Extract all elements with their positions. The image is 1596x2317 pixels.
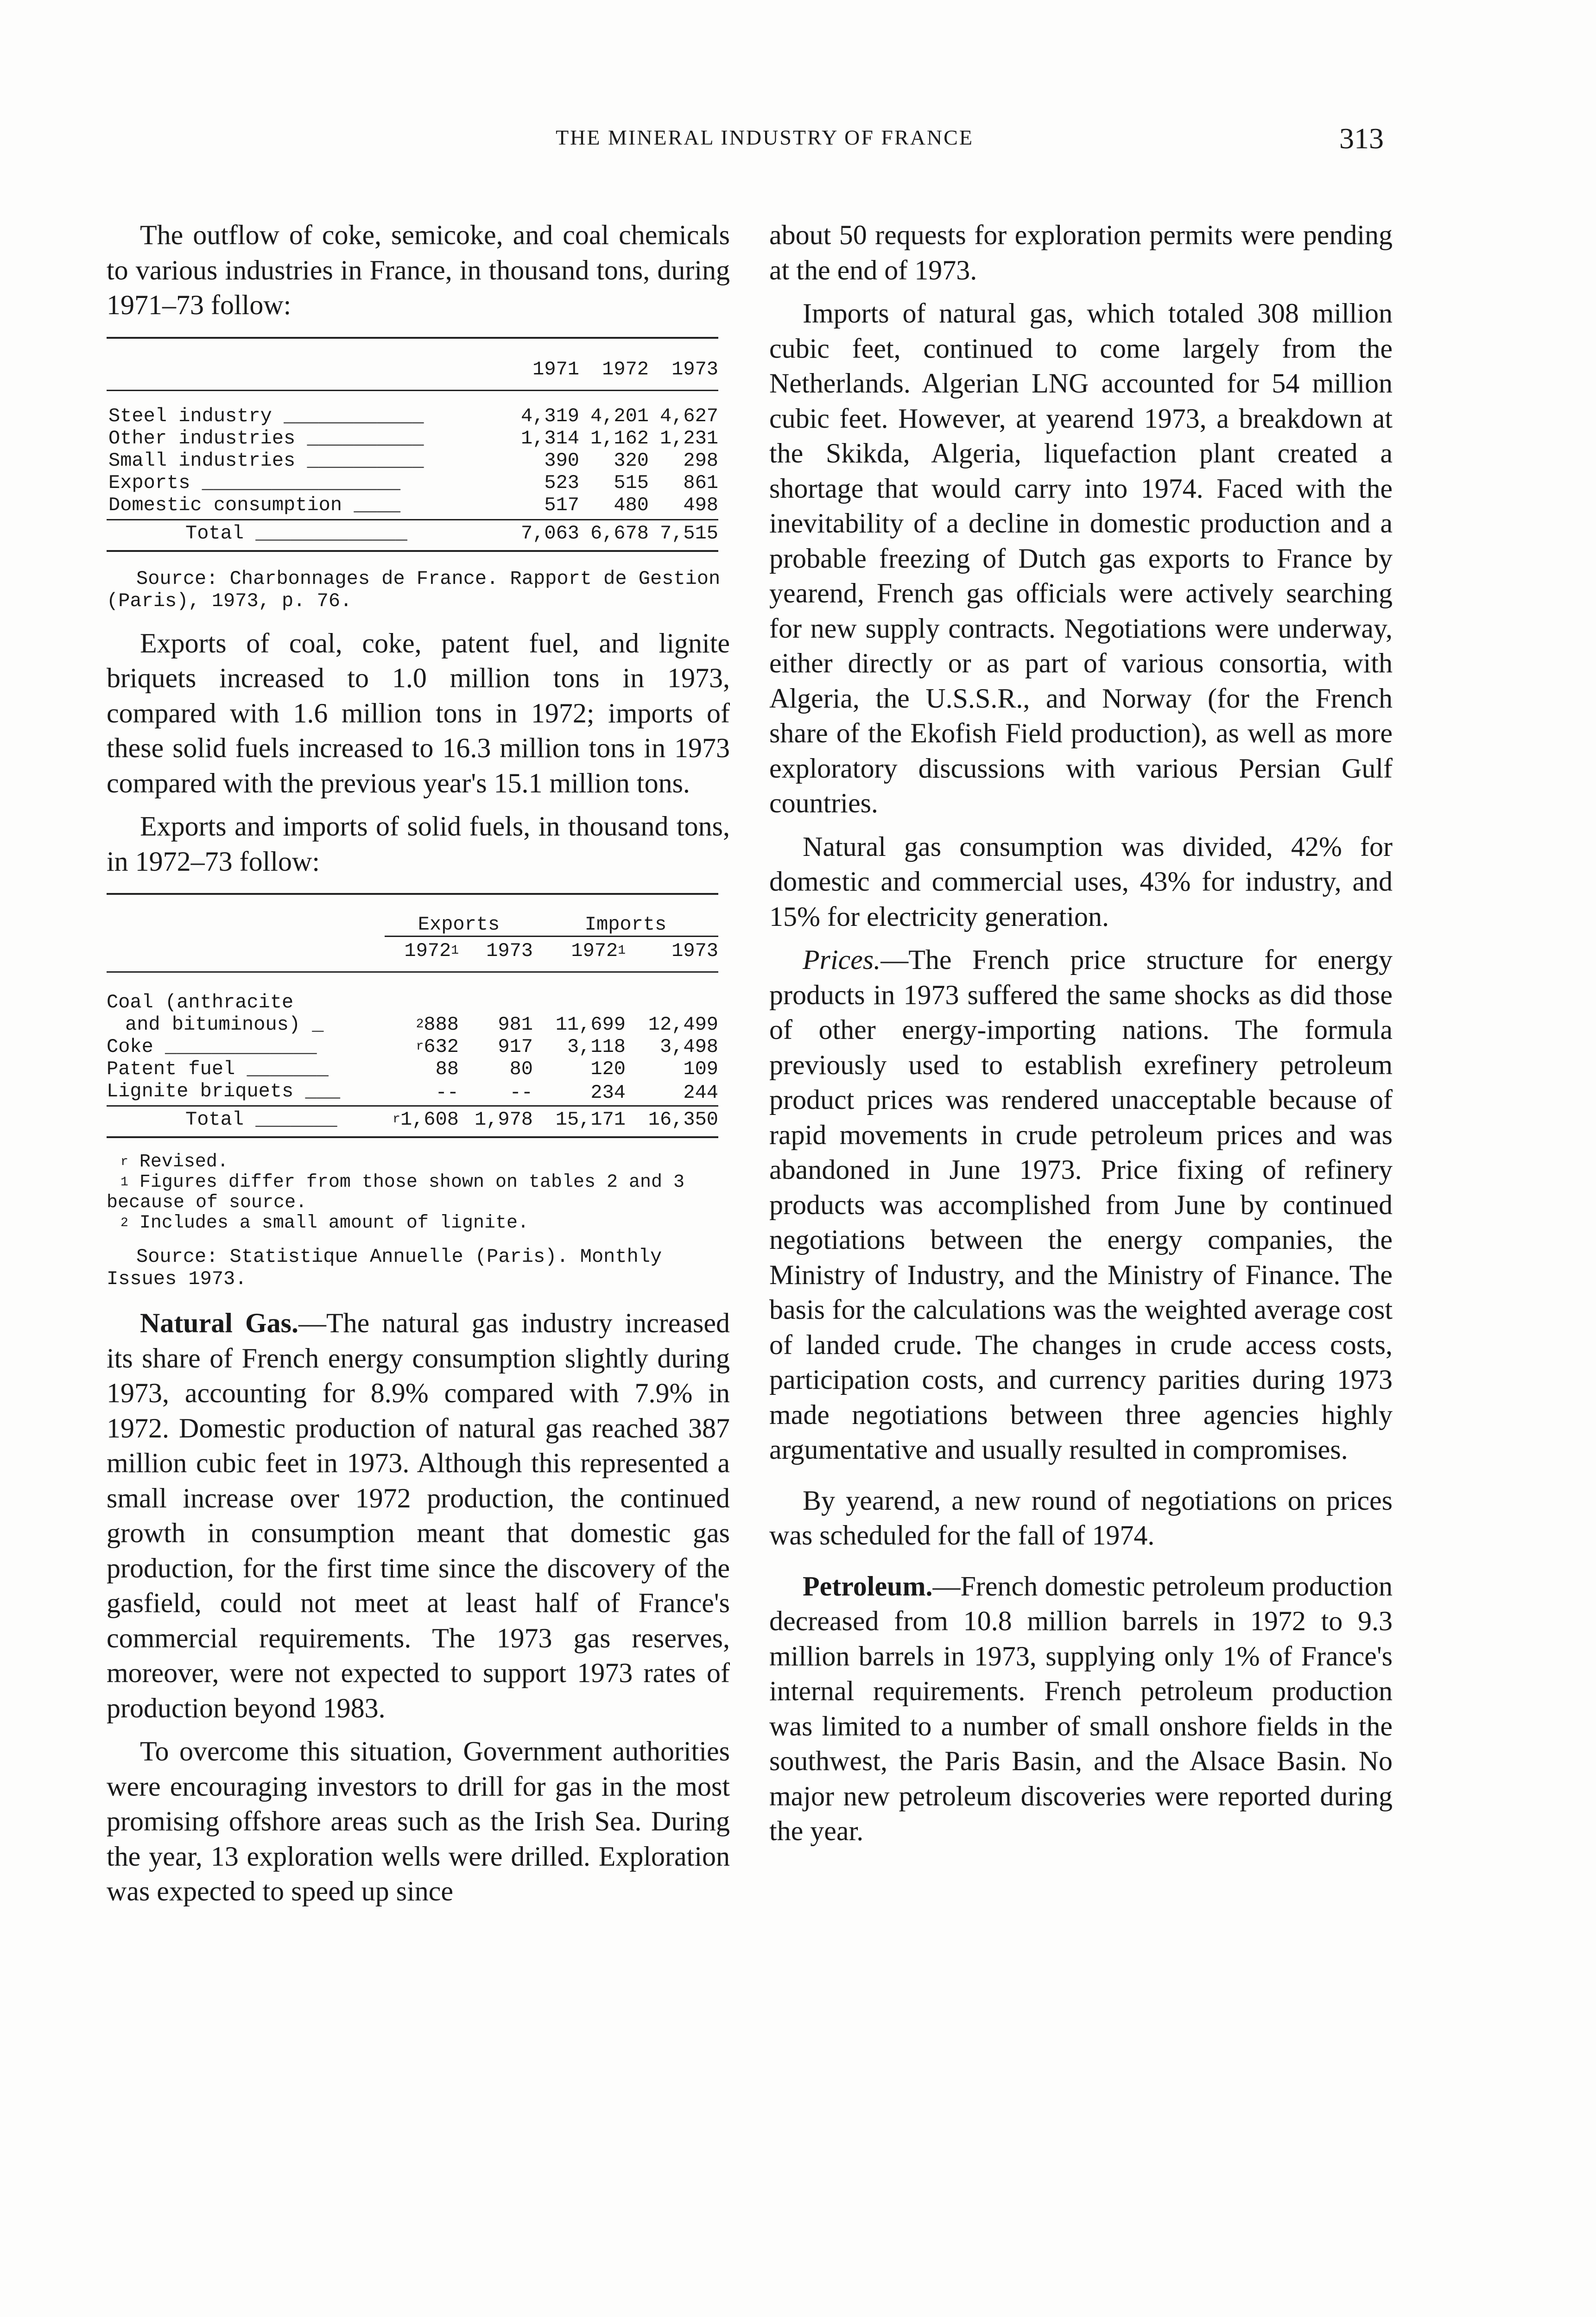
column-header: 1971: [510, 338, 579, 391]
section-heading: Natural Gas.: [140, 1308, 298, 1338]
row-label: Domestic consumption: [108, 494, 342, 516]
left-column: [107, 218, 730, 1909]
consumption-paragraph: Natural gas consumption was divided, 42% for domestic and commercial uses, 43% for industry, and 15% for electricity generation.: [769, 831, 1393, 932]
row-label: Lignite briquets: [107, 1080, 294, 1102]
table-cell: 1,978: [459, 1106, 533, 1138]
table-cell: 80: [509, 1058, 533, 1080]
leader-dots: ____: [354, 494, 401, 516]
table-cell: 12,499: [648, 1013, 718, 1036]
petroleum-paragraph: Petroleum.—French domestic petroleum production decreased from 10.8 million barrels in 1972 to 9.3 million barrels in 1973, supplying only 1% of France's internal requirements. French petroleum production was limited to a number of small onshore fields in the southwest, the Paris Basin, and the Alsace Basin. No major new petroleum discoveries were reported during the year.: [769, 1570, 1393, 1846]
row-label: Steel industry: [108, 405, 272, 427]
table-cell: 4,201: [590, 405, 649, 427]
table-cell: 298: [683, 449, 718, 472]
total-row: [107, 1106, 718, 1138]
table-row: [107, 472, 718, 494]
table-cell: 1,231: [659, 427, 718, 449]
table-row: [107, 1036, 718, 1058]
table-row: [107, 1080, 718, 1106]
table-cell: --: [435, 1082, 459, 1104]
table-cell: 523: [544, 471, 579, 494]
leader-dots: _______: [247, 1058, 329, 1080]
table-cell: 6,678: [579, 519, 649, 551]
footnote-mark: r: [393, 1112, 400, 1127]
table-cell: 109: [683, 1058, 718, 1080]
table-cell: 4,319: [520, 405, 579, 427]
total-label: Total: [185, 1108, 244, 1131]
leader-dots: __________: [307, 449, 424, 472]
table-source: Source: Statistique Annuelle (Paris). Monthly Issues 1973.: [107, 1246, 662, 1290]
table-cell: 981: [498, 1013, 533, 1036]
table-source: Source: Charbonnages de France. Rapport de Gestion (Paris), 1973, p. 76.: [107, 567, 721, 612]
table-cell: 3,118: [567, 1036, 626, 1058]
table-cell: 917: [498, 1036, 533, 1058]
leader-dots: _____________: [255, 522, 407, 544]
row-label: Exports: [108, 471, 190, 494]
leader-dots: __________: [307, 427, 424, 449]
overcome-paragraph: To overcome this situation, Government authorities were encouraging investors to drill for gas in the most promising offshore areas such as the Irish Sea. During the year, 13 exploration wells were drilled. Exploration was expected to speed up since: [107, 1736, 730, 1906]
footnote-mark: 2: [416, 1017, 424, 1032]
coke-outflow-table: [107, 337, 718, 552]
natural-gas-paragraph: Natural Gas.—The natural gas industry increased its share of French energy consumption slightly during 1973, accounting for 8.9% compared with 7.9% in 1972. Domestic production of natural gas reached 387 million cubic feet in 1973. Although this represented a small increase over 1972 production, the continued growth in consumption meant that domestic gas production, for the first time since the discovery of the gasfield, could not meet at least half of France's commercial requirements. The 1973 gas reserves, moreover, were not expected to support 1973 rates of production beyond 1983.: [107, 1308, 730, 1723]
column-header: 1973: [459, 937, 533, 972]
imports-paragraph: Imports of natural gas, which totaled 308 million cubic feet, continued to come largely from the Netherlands. Algerian LNG accounted for 54 million cubic feet. However, at yearend 1973, a breakdown at the Skikda, Algeria, liquefaction plant created a shortage that would carry into 1974. Faced with the inevitability of a decline in domestic production and a probable freezing of Dutch gas exports to France by yearend, French gas officials were actively searching for new supply contracts. Negotiations were underway, either directly or as part of various consortia, with Algeria, the U.S.S.R., and Norway (for the French share of the Ekofish Field production), as well as more exploratory discussions with various Persian Gulf countries.: [769, 298, 1393, 818]
exports-group-header: Exports: [385, 894, 533, 937]
table-cell: 1,162: [590, 427, 649, 449]
column-header: 1973: [649, 338, 718, 391]
table-row: [107, 494, 718, 520]
table-cell: 88: [435, 1058, 459, 1080]
prices-paragraph: Prices.—The French price structure for energy products in 1973 suffered the same shocks as did those of other energy-importing nations. The formula previously used to establish exrefinery petroleum product prices was rendered unacceptable because of rapid movements in crude petroleum prices and was abandoned in June 1973. Price fixing of refinery products was accomplished from June by continued negotiations between the energy companies, the Ministry of Industry, and the Ministry of Finance. The basis for the calculations was the weighted average cost of landed crude. The changes in crude access costs, participation costs, and currency parities during 1973 made negotiations between three agencies highly argumentative and usually resulted in compromises.: [769, 944, 1393, 1465]
footnote: $^r$ Revised.: [120, 1152, 228, 1172]
table-cell: 3,498: [659, 1036, 718, 1058]
leader-dots: _______: [255, 1108, 337, 1131]
column-header: 1973: [626, 937, 718, 972]
table-cell: 515: [614, 471, 649, 494]
table-cell: 244: [683, 1082, 718, 1104]
table-cell: 320: [614, 449, 649, 472]
right-column: [769, 218, 1393, 1849]
table-row: [107, 972, 718, 1014]
table-cell: --: [509, 1082, 533, 1104]
table-cell: 1,314: [520, 427, 579, 449]
column-header: 1972$^1$: [385, 937, 459, 972]
table-header-row: [107, 338, 718, 391]
table-cell: 7,063: [510, 519, 579, 551]
intro-paragraph: The outflow of coke, semicoke, and coal chemicals to various industries in France, in thousand tons, during 1971–73 follow:: [107, 220, 730, 320]
table-cell: 480: [614, 494, 649, 516]
imports-group-header: Imports: [533, 894, 718, 937]
table-cell: $^2$888: [416, 1013, 459, 1036]
table-row: [107, 449, 718, 472]
table-header-row: [107, 937, 718, 972]
exports-intro-paragraph: Exports and imports of solid fuels, in thousand tons, in 1972–73 follow:: [107, 811, 730, 877]
row-label: Small industries: [108, 449, 296, 472]
solid-fuels-table: [107, 893, 718, 1138]
leader-dots: _: [312, 1013, 324, 1036]
row-label: Coal (anthracite: [107, 991, 294, 1013]
column-header: 1972: [579, 338, 649, 391]
table-cell: 4,627: [659, 405, 718, 427]
running-head: THE MINERAL INDUSTRY OF FRANCE: [556, 126, 974, 149]
total-row: [107, 519, 718, 551]
yearend-paragraph: By yearend, a new round of negotiations on prices was scheduled for the fall of 1974.: [769, 1485, 1393, 1551]
row-label: Other industries: [108, 427, 296, 449]
table-cell: 498: [683, 494, 718, 516]
table-cell: $^r$1,608: [385, 1106, 459, 1138]
section-heading: Petroleum.: [803, 1570, 933, 1602]
row-label: Coke: [107, 1036, 153, 1058]
table-cell: $^r$632: [416, 1036, 459, 1058]
footnote-mark: 1: [618, 943, 626, 958]
table-cell: 11,699: [555, 1013, 626, 1036]
leader-dots: ___: [305, 1080, 341, 1102]
footnote-mark: r: [416, 1039, 424, 1054]
leader-dots: _____________: [165, 1036, 317, 1058]
table-cell: 16,350: [626, 1106, 718, 1138]
table-cell: 7,515: [649, 519, 718, 551]
column-header: 1972$^1$: [533, 937, 626, 972]
table-cell: 120: [590, 1058, 626, 1080]
table-row: [107, 1058, 718, 1080]
continued-paragraph: about 50 requests for exploration permits were pending at the end of 1973.: [769, 220, 1393, 285]
exports-paragraph: Exports of coal, coke, patent fuel, and lignite briquets increased to 1.0 million tons in 1973, compared with 1.6 million tons in 1972; imports of these solid fuels increased to 16.3 million tons in 1973 compared with the previous year's 15.1 million tons.: [107, 627, 730, 798]
total-label: Total: [185, 522, 244, 544]
section-heading: Prices.: [803, 944, 881, 975]
leader-dots: ____________: [284, 405, 424, 427]
footnote-mark: 1: [451, 943, 459, 958]
footnote: $^2$ Includes a small amount of lignite.: [120, 1213, 529, 1234]
table-cell: 234: [590, 1082, 626, 1104]
table-cell: 390: [544, 449, 579, 472]
row-label: and bituminous): [125, 1013, 301, 1036]
row-label: Patent fuel: [107, 1058, 235, 1080]
table-row: [107, 1013, 718, 1036]
table-footnotes: [107, 1152, 730, 1234]
table-group-header: [107, 894, 718, 937]
footnote: $^1$ Figures differ from those shown on tables 2 and 3 because of source.: [107, 1172, 685, 1213]
table-cell: 861: [683, 471, 718, 494]
table-cell: 15,171: [533, 1106, 626, 1138]
leader-dots: _________________: [202, 471, 401, 494]
table-row: [107, 427, 718, 449]
table-row: [107, 390, 718, 427]
table-cell: 517: [544, 494, 579, 516]
page-number: 313: [1339, 122, 1384, 155]
